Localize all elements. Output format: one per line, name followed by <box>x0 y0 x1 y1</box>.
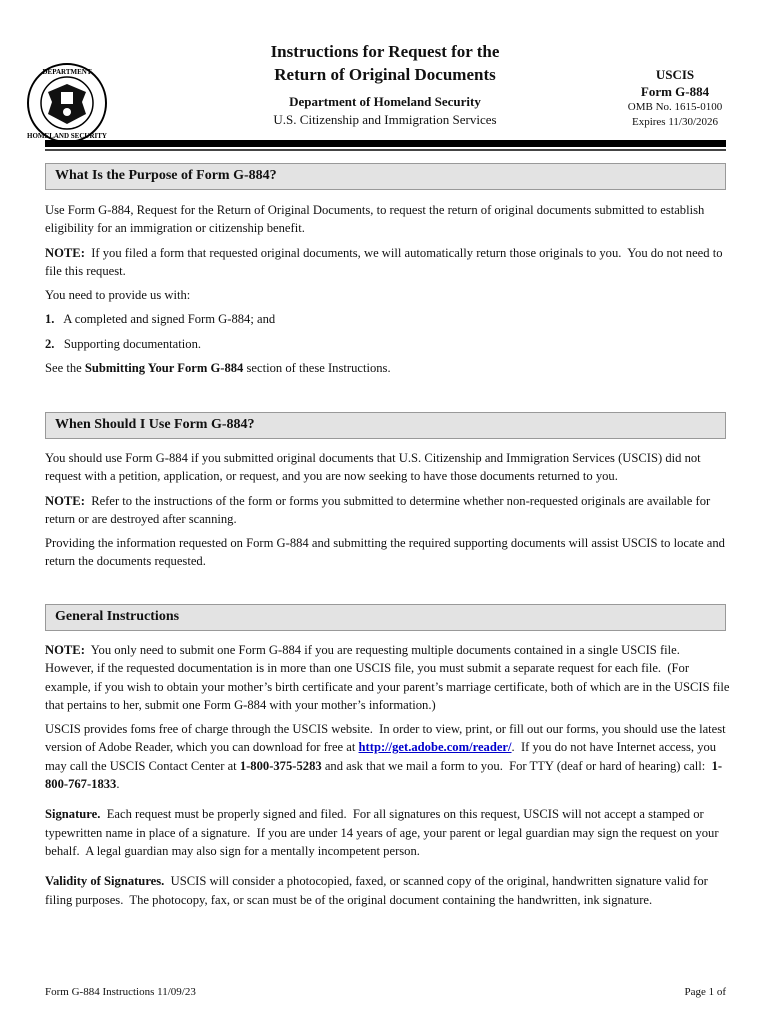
text-run: See the <box>45 361 85 376</box>
text-run: 1-800-375-5283 <box>239 758 322 773</box>
svg-text:DEPARTMENT: DEPARTMENT <box>42 68 92 76</box>
section-body-general <box>45 641 733 915</box>
text-run: You need to provide us with: <box>45 288 191 303</box>
section-body-when <box>45 449 730 577</box>
text-run: You only need to submit one Form G-884 if you are requesting multiple documents contained in a single USCIS file. However, if the requested documentation is in more than one USCIS file, you must submit a separate request for each file. (For example, if you wish to obtain your mother’s birth certificate and your parent’s marriage certificate, both of which are in the USCIS file that pertains to her, submit one Form G-884 with your mother’s information.) <box>45 643 733 712</box>
issuer: Department of Homeland Security U.S. Citizenship and Immigration Services <box>273 94 497 127</box>
text-run: NOTE: <box>45 493 85 508</box>
paragraph <box>45 720 730 793</box>
footer-page-number: Page 1 of <box>684 986 726 998</box>
dhs-seal-icon <box>26 62 108 144</box>
paragraph <box>45 805 730 860</box>
paragraph <box>45 872 730 909</box>
text-run: Validity of Signatures. <box>45 874 165 889</box>
paragraph <box>45 286 730 304</box>
text-run: Signature. <box>45 807 101 822</box>
svg-text:HOMELAND SECURITY: HOMELAND SECURITY <box>27 132 107 140</box>
text-run: and ask that we mail a form to you. For TTY (deaf or hard of hearing) call: <box>321 758 712 773</box>
section-heading-when: When Should I Use Form G-884? <box>45 412 726 439</box>
text-run: Use Form G-884, Request for the Return of Original Documents, to request the return of original documents submitted to establish eligibility for an immigration or citizenship benefit. <box>45 203 708 236</box>
paragraph <box>45 201 730 238</box>
text-run: 1-800-767-1833 <box>45 758 723 792</box>
paragraph <box>45 244 730 281</box>
text-run: A completed and signed Form G-884; and <box>54 312 276 327</box>
paragraph <box>45 492 730 529</box>
text-run: USCIS will consider a photocopied, faxed, or scanned copy of the original, handwritten signature valid for filing purposes. The photocopy, fax, or scan must be of the original document containing the handwritten, ink signature. <box>45 874 711 907</box>
section-heading-general: General Instructions <box>45 604 726 631</box>
paragraph <box>45 335 730 353</box>
text-run: 1. <box>45 312 55 327</box>
text-run: . <box>116 777 120 792</box>
text-run: Supporting documentation. <box>54 336 202 351</box>
section-heading-purpose: What Is the Purpose of Form G-884? <box>45 163 726 190</box>
text-run: 2. <box>45 336 55 351</box>
header-rule <box>45 140 726 147</box>
text-run: NOTE: <box>45 245 85 260</box>
paragraph <box>45 449 730 486</box>
paragraph <box>45 359 730 377</box>
text-run: USCIS provides foms free of charge through the USCIS website. In order to view, print, or fill out our forms, you should use the latest version of Adobe Reader, which you can download for free at <box>45 722 729 755</box>
paragraph <box>45 534 730 571</box>
text-run: . If you do not have Internet access, you may call the USCIS Contact Center at <box>45 740 720 773</box>
paragraph <box>45 310 730 328</box>
text-run: section of these Instructions. <box>243 361 391 376</box>
text-run: Submitting Your Form G-884 <box>84 361 244 376</box>
section-body-purpose <box>45 201 730 383</box>
text-run: If you filed a form that requested original documents, we will automatically return those originals to you. You do not need to file this request. <box>45 245 726 278</box>
text-run: Each request must be properly signed and filed. For all signatures on this request, USCIS will not accept a stamped or typewritten name in place of a signature. If you are under 14 years of age, your parent or legal guardian may sign the request on your behalf. A legal guardian may also sign for a mentally incompetent person. <box>45 807 722 858</box>
text-run: NOTE: <box>45 643 85 657</box>
text-run: Providing the information requested on Form G-884 and submitting the required supporting documents will assist USCIS to locate and return the documents requested. <box>45 536 729 569</box>
paragraph <box>45 641 733 714</box>
adobe-reader-link[interactable]: http://get.adobe.com/reader/ <box>358 740 512 755</box>
document-title: Instructions for Request for the Return of Original Documents <box>270 42 500 84</box>
text-run: Refer to the instructions of the form or forms you submitted to determine whether non-requested originals are available for return or are destroyed after scanning. <box>45 493 714 526</box>
header-rule-thin <box>45 149 726 151</box>
footer-form-edition: Form G-884 Instructions 11/09/23 <box>45 986 196 998</box>
form-info: USCIS Form G-884 OMB No. 1615-0100 Expires 11/30/2026 <box>627 67 723 128</box>
text-run: You should use Form G-884 if you submitted original documents that U.S. Citizenship and Immigration Services (USCIS) did not request with a petition, application, or request, and you are now seeking to have those documents returned to you. <box>45 451 704 484</box>
